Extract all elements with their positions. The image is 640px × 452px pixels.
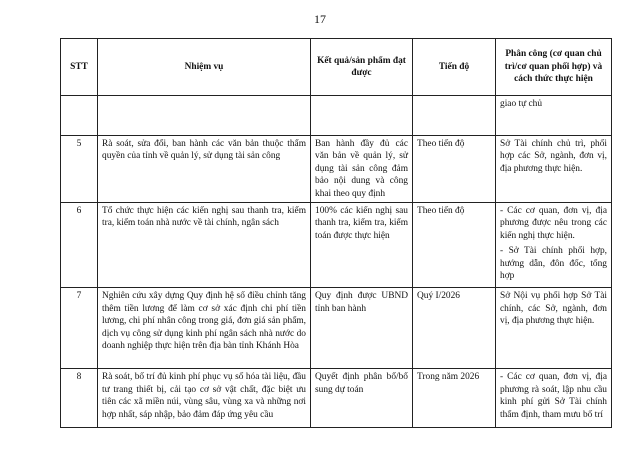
cell-assignment (496, 136, 612, 203)
cell-result: 100% các kiến nghị sau thanh tra, kiểm tra, kiểm toán được thực hiện (311, 203, 413, 288)
page-number: 17 (314, 12, 326, 26)
header-progress: Tiến độ (413, 39, 496, 96)
cell-progress: Trong năm 2026 (413, 369, 496, 428)
cell-stt: 7 (61, 288, 98, 369)
cell-result: Quy định được UBND tỉnh ban hành (311, 288, 413, 369)
cell-progress: Theo tiến độ (413, 203, 496, 288)
table-row (61, 369, 612, 428)
cell-assignment (496, 203, 612, 288)
cell-progress: Quý I/2026 (413, 288, 496, 369)
header-stt: STT (61, 39, 98, 96)
assignment-line: Sở Nội vụ phối hợp Sở Tài chính, các Sở, ngành, đơn vị, địa phương thực hiện. (500, 291, 607, 327)
table-header-row (61, 39, 612, 96)
cell-progress-empty (413, 96, 496, 136)
cell-task: Nghiên cứu xây dựng Quy định hệ số điều chỉnh tăng thêm tiền lương để làm cơ sở xác định chi phí tiền lương, chi phí nhân công trong giá, đơn giá sản phẩm, dịch vụ công sử dụng kinh phí ngân sách nhà nước do doanh nghiệp thực hiện trên địa bàn tỉnh Khánh Hòa (98, 288, 311, 369)
table-row-continuation (61, 96, 612, 136)
header-result: Kết quả/sản phẩm đạt được (311, 39, 413, 96)
cell-task-empty (98, 96, 311, 136)
header-task: Nhiệm vụ (98, 39, 311, 96)
cell-assignment (496, 369, 612, 428)
cell-assignment (496, 288, 612, 369)
assignment-line: - Sở Tài chính phối hợp, hướng dẫn, đôn đốc, tổng hợp (500, 246, 607, 282)
cell-task: Rà soát, bố trí đủ kinh phí phục vụ số hóa tài liệu, đầu tư trang thiết bị, cải tạo cơ sở vật chất, đặc biệt ưu tiên các xã miền núi, vùng sâu, vùng xa và những nơi hợp nhất, sáp nhập, bảo đảm đáp ứng yêu cầu (98, 369, 311, 428)
cell-task: Tổ chức thực hiện các kiến nghị sau thanh tra, kiểm tra, kiểm toán nhà nước về tài chính, ngân sách (98, 203, 311, 288)
table-row (61, 288, 612, 369)
cell-result: Ban hành đầy đủ các văn bản về quản lý, sử dụng tài sản công đảm bảo nội dung và công khai theo quy định (311, 136, 413, 203)
task-table (60, 38, 612, 428)
cell-stt: 6 (61, 203, 98, 288)
cell-result-empty (311, 96, 413, 136)
cell-stt-empty (61, 96, 98, 136)
assignment-line: - Các cơ quan, đơn vị, địa phương được nêu trong các kiến nghị thực hiện. (500, 206, 607, 241)
cell-result: Quyết định phân bổ/bổ sung dự toán (311, 369, 413, 428)
assignment-line: - Các cơ quan, đơn vị, địa phương rà soát, lập nhu cầu kinh phí gửi Sở Tài chính thẩm định, tham mưu bố trí (500, 372, 607, 420)
table-row (61, 203, 612, 288)
cell-task: Rà soát, sửa đổi, ban hành các văn bản thuộc thẩm quyền của tỉnh về quản lý, sử dụng tài sản công (98, 136, 311, 203)
cell-stt: 5 (61, 136, 98, 203)
table-row (61, 136, 612, 203)
cell-stt: 8 (61, 369, 98, 428)
assignment-line: Sở Tài chính chủ trì, phối hợp các Sở, ngành, đơn vị, địa phương thực hiện. (500, 139, 607, 174)
cell-assignment-continued: giao tự chủ (496, 96, 612, 136)
header-assignment: Phân công (cơ quan chủ trì/cơ quan phối hợp) và cách thức thực hiện (496, 39, 612, 96)
cell-progress: Theo tiến độ (413, 136, 496, 203)
